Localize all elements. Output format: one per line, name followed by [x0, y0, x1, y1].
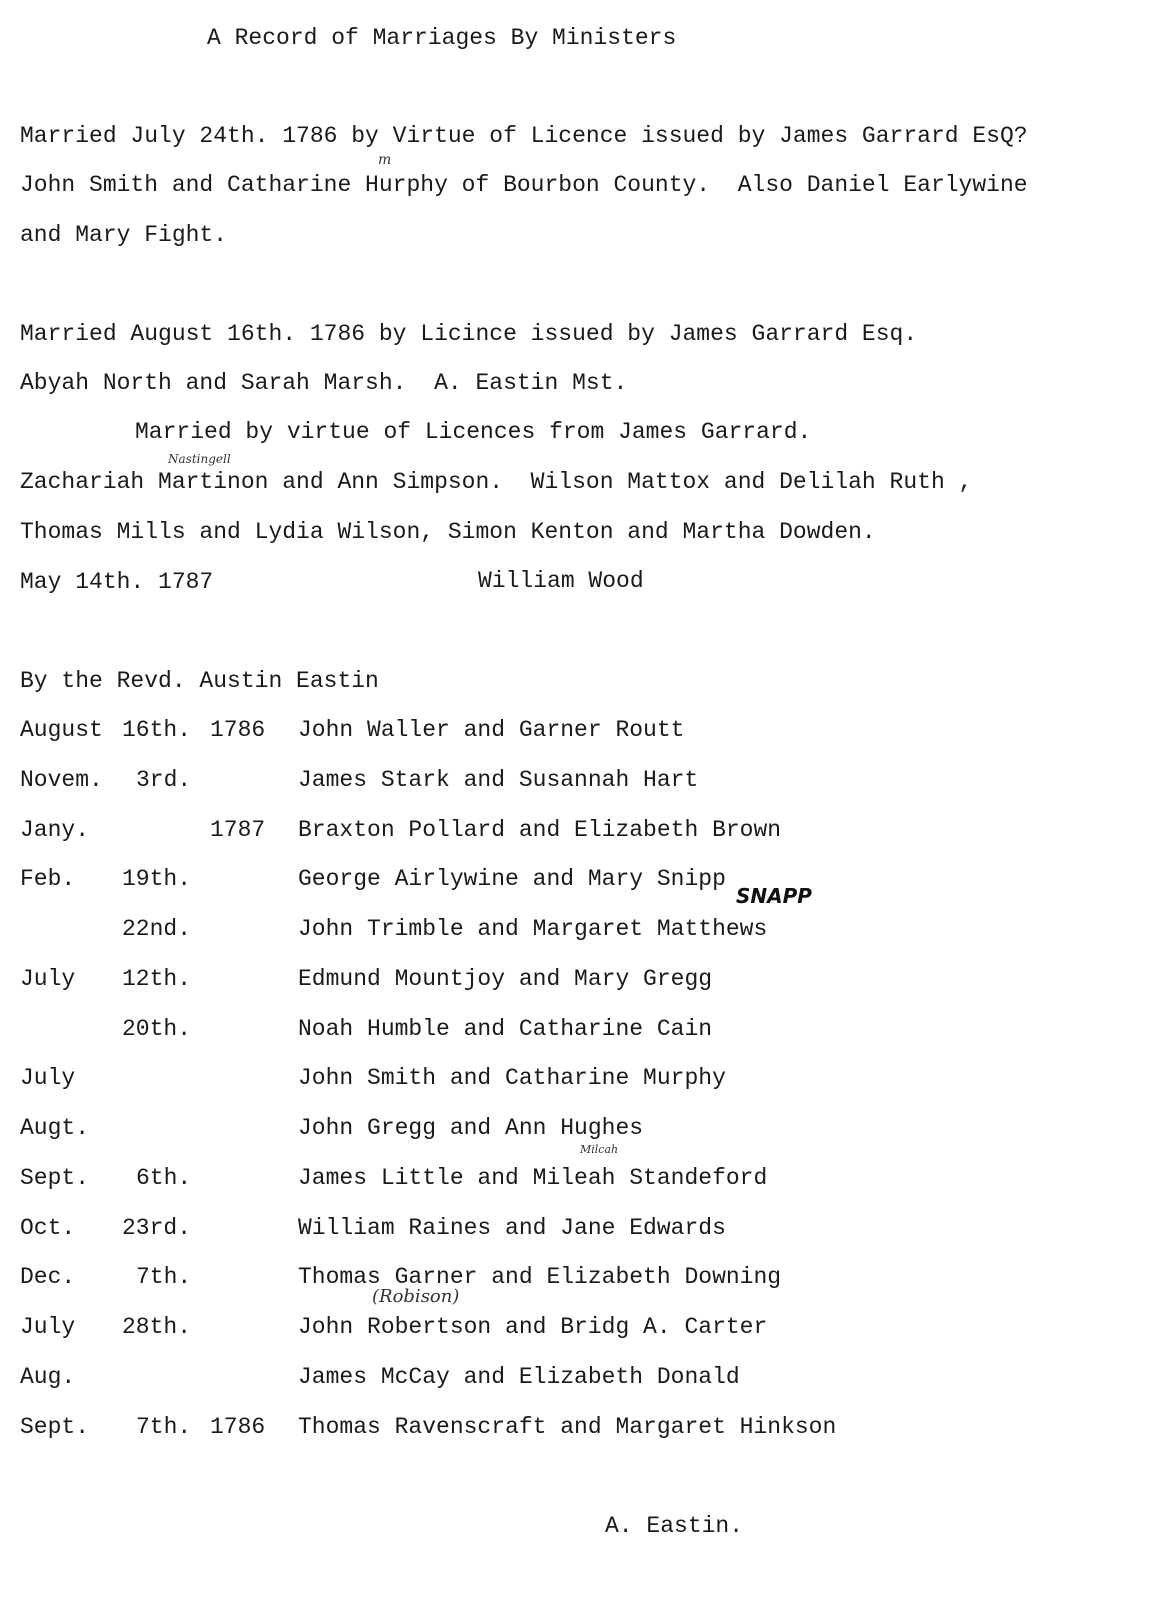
text-line: Zachariah Martinon and Ann Simpson. Wilson Mattox and Delilah Ruth , [20, 469, 973, 495]
row-month: Sept. [20, 1165, 90, 1191]
row-month: August [20, 717, 103, 743]
row-month: July [20, 1065, 76, 1091]
row-names: Noah Humble and Catharine Cain [298, 1016, 713, 1042]
row-year: 1787 [210, 817, 266, 843]
text-line: Abyah North and Sarah Marsh. A. Eastin Mst. [20, 370, 628, 396]
row-day: 20th. [122, 1016, 192, 1042]
row-year: 1786 [210, 717, 266, 743]
row-names: John Waller and Garner Routt [298, 717, 685, 743]
row-names: James Stark and Susannah Hart [298, 767, 699, 793]
handwritten-correction: Nastingell [168, 452, 231, 466]
row-names: Edmund Mountjoy and Mary Gregg [298, 966, 713, 992]
row-day: 23rd. [122, 1215, 192, 1241]
text-line: Married by virtue of Licences from James Garrard. [135, 419, 812, 445]
row-names: John Robertson and Bridg A. Carter [298, 1314, 768, 1340]
date-line: May 14th. 1787 [20, 569, 214, 595]
row-names: James Little and Mileah Standeford [298, 1165, 768, 1191]
row-names: George Airlywine and Mary Snipp [298, 866, 726, 892]
row-month: Novem. [20, 767, 103, 793]
row-names: James McCay and Elizabeth Donald [298, 1364, 740, 1390]
handwritten-correction: (Robison) [372, 1286, 460, 1307]
row-day: 22nd. [122, 916, 192, 942]
row-month: Feb. [20, 866, 76, 892]
row-names: John Trimble and Margaret Matthews [298, 916, 768, 942]
handwritten-correction: Milcah [580, 1143, 619, 1156]
row-day: 6th. [136, 1165, 192, 1191]
row-month: Oct. [20, 1215, 76, 1241]
text-line: and Mary Fight. [20, 222, 228, 248]
row-names: William Raines and Jane Edwards [298, 1215, 726, 1241]
row-month: Dec. [20, 1264, 76, 1290]
row-day: 16th. [122, 717, 192, 743]
row-names: Thomas Ravenscraft and Margaret Hinkson [298, 1414, 837, 1440]
page-title: A Record of Marriages By Ministers [207, 25, 677, 51]
handwritten-correction: m [378, 152, 392, 168]
row-names: Thomas Garner and Elizabeth Downing [298, 1264, 782, 1290]
row-day: 7th. [136, 1414, 192, 1440]
row-month: Jany. [20, 817, 90, 843]
row-year: 1786 [210, 1414, 266, 1440]
row-month: Sept. [20, 1414, 90, 1440]
signature: A. Eastin. [605, 1513, 744, 1539]
handwritten-correction: SNAPP [736, 884, 812, 908]
row-names: Braxton Pollard and Elizabeth Brown [298, 817, 782, 843]
text-line: Married July 24th. 1786 by Virtue of Licence issued by James Garrard EsQ? [20, 123, 1028, 149]
row-day: 28th. [122, 1314, 192, 1340]
row-month: July [20, 1314, 76, 1340]
text-line: Married August 16th. 1786 by Licince issued by James Garrard Esq. [20, 321, 918, 347]
row-names: John Gregg and Ann Hughes [298, 1115, 644, 1141]
row-month: Augt. [20, 1115, 90, 1141]
section-heading: By the Revd. Austin Eastin [20, 668, 379, 694]
minister-name: William Wood [478, 568, 644, 594]
row-names: John Smith and Catharine Murphy [298, 1065, 726, 1091]
row-day: 12th. [122, 966, 192, 992]
row-month: July [20, 966, 76, 992]
row-month: Aug. [20, 1364, 76, 1390]
row-day: 7th. [136, 1264, 192, 1290]
text-line: Thomas Mills and Lydia Wilson, Simon Kenton and Martha Dowden. [20, 519, 876, 545]
row-day: 3rd. [136, 767, 192, 793]
text-line: John Smith and Catharine Hurphy of Bourbon County. Also Daniel Earlywine [20, 172, 1028, 198]
row-day: 19th. [122, 866, 192, 892]
